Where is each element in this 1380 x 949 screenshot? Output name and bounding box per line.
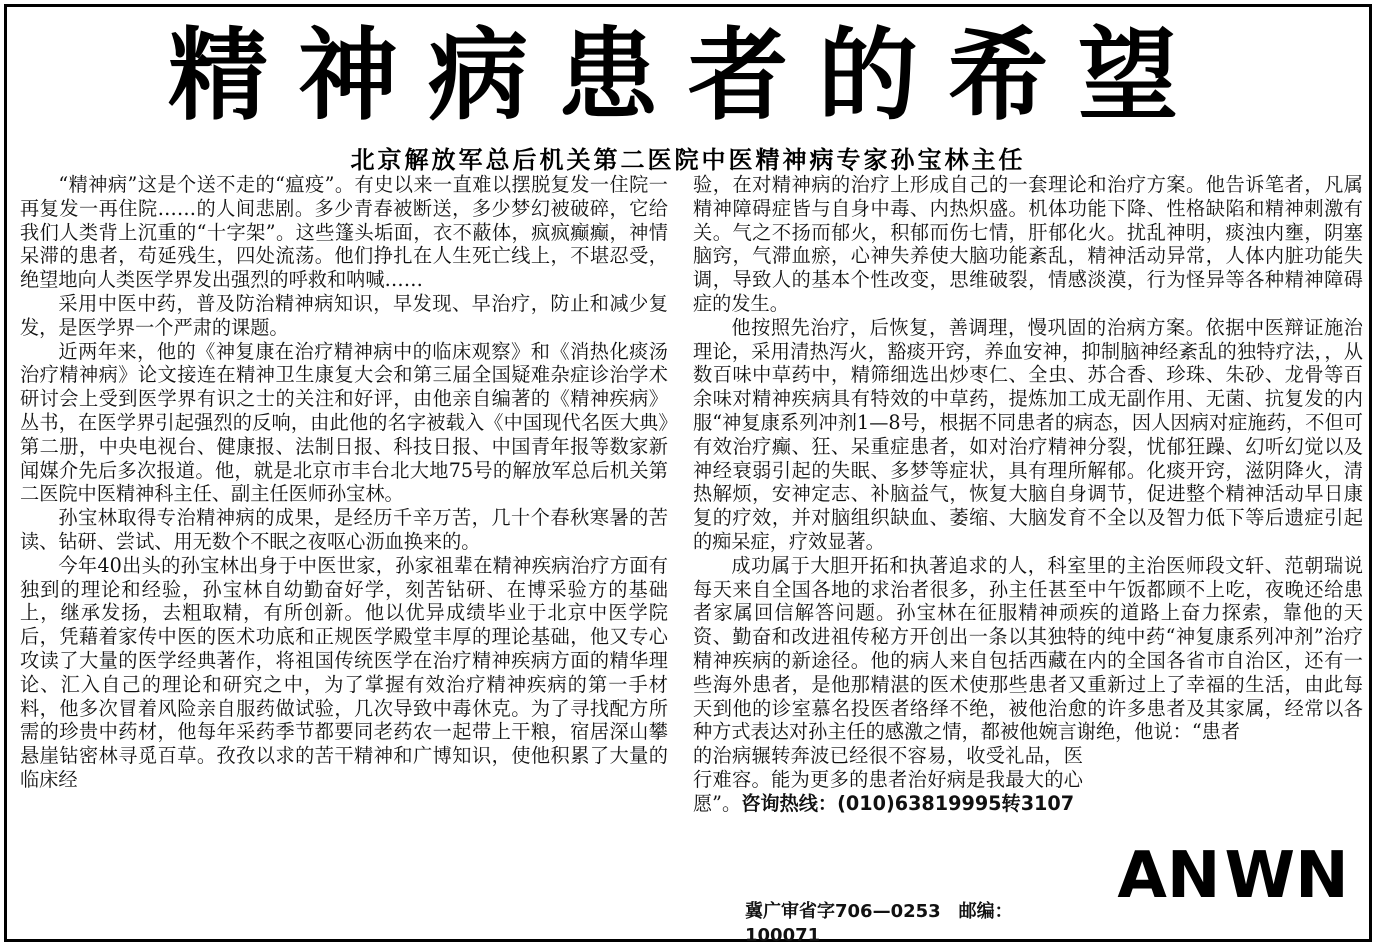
paragraph: 采用中医中药，普及防治精神病知识，早发现、早治疗，防止和减少复发，是医学界一个严肃的课题。 xyxy=(20,291,668,339)
paragraph: 孙宝林取得专治精神病的成果，是经历千辛万苦，几十个春秋寒暑的苦读、钻研、尝试、用无数个不眠之夜呕心沥血换来的。 xyxy=(20,506,668,553)
quote-end: 的治病辗转奔波已经很不容易，收受礼品，医行难容。能为更多的患者治好病是我最大的心愿”。 xyxy=(693,744,1083,815)
hotline: 咨询热线：(010)63819995转3107 xyxy=(741,791,1075,815)
paragraph: 成功属于大胆开拓和执著追求的人，科室里的主治医师段文轩、范朝瑞说每天来自全国各地的求治者很多，孙主任甚至中午饭都顾不上吃，夜晚还给患者家属回信解答问题。孙宝林在征服精神顽疾的道路上奋力探索，靠他的天资、勤奋和改进祖传秘方开创出一条以其独特的纯中药“神复康系列冲剂”治疗精神疾病的新途径。他的病人来自包括西藏在内的全国各省市自治区，还有一些海外患者，是他那精湛的医术使那些患者又重新过上了幸福的生活，由此每天到他的诊室慕名投医者络绎不绝，被他治愈的许多患者及其家属，经常以各种方式表达对孙主任的感激之情，都被他婉言谢绝，他说：“患者 xyxy=(693,553,1363,744)
left-column xyxy=(20,173,668,792)
paragraph-end xyxy=(693,744,1083,815)
paragraph: 今年40出头的孙宝林出身于中医世家，孙家祖辈在精神疾病治疗方面有独到的理论和经验，孙宝林自幼勤奋好学，刻苦钻研、在博采验方的基础上，继承发扬，去粗取精，有所创新。他以优异成绩毕业于北京中医学院后，凭藉着家传中医的医术功底和正规医学殿堂丰厚的理论基础，他又专心攻读了大量的医学经典著作，将祖国传统医学在治疗精神疾病方面的精华理论、汇入自己的理论和研究之中，为了掌握有效治疗精神疾病的第一手材料，他多次冒着风险亲自服药做试验，几次导致中毒休克。为了寻找配方所需的珍贵中药材，他每年采药季节都要同老药农一起带上干粮，宿居深山攀悬崖钻密林寻觅百草。孜孜以求的苦干精神和广博知识，使他积累了大量的临床经 xyxy=(20,553,668,791)
headline: 精神病患者的希望 xyxy=(168,17,1208,134)
paragraph: “精神病”这是个送不走的“瘟疫”。有史以来一直难以摆脱复发一住院一再复发一再住院……的人间悲剧。多少青春被断送，多少梦幻被破碎，它给我们人类背上沉重的“十字架”。这些篷头垢面，衣不蔽体，疯疯癫癫，神情呆滞的患者，苟延残生，四处流荡。他们挣扎在人生死亡线上，不堪忍受，绝望地向人类医学界发出强烈的呼救和呐喊…… xyxy=(20,173,668,292)
logo-left-text: AN xyxy=(1117,839,1221,913)
license-postcode: 冀广审省字706—0253 邮编：100071 xyxy=(745,901,1013,946)
logo-right-text: WN xyxy=(1224,839,1349,913)
paragraph: 他按照先治疗，后恢复，善调理，慢巩固的治病方案。依据中医辩证施治理论，采用清热泻火，豁痰开窍，养血安神，抑制脑神经紊乱的独特疗法，，从数百味中草药中，精筛细选出炒枣仁、全虫、苏合香、珍珠、朱砂、龙骨等百余味对精神疾病具有特效的中草药，提炼加工成无副作用、无菌、抗复发的内服“神复康系列冲剂1—8号，根据不同患者的病态，因人因病对症施药，不但可有效治疗癫、狂、呆重症患者，如对治疗精神分裂，忧郁狂躁、幻听幻觉以及神经衰弱引起的失眠、多梦等症状，具有理所解郁。化痰开窍，滋阴降火，清热解烦，安神定志、补脑益气，恢复大脑自身调节，促进整个精神活动早日康复的疗效，并对脑组织缺血、萎缩、大脑发育不全以及智力低下等后遗症引起的痴呆症，疗效显著。 xyxy=(693,315,1363,553)
paragraph: 近两年来，他的《神复康在治疗精神病中的临床观察》和《消热化痰汤治疗精神病》论文接连在精神卫生康复大会和第三届全国疑难杂症诊治学术研讨会上受到医学界有识之士的关注和好评，由他亲自编著的《精神疾病》丛书，在医学界引起强烈的反响，由此他的名字被载入《中国现代名医大典》第二册，中央电视台、健康报、法制日报、科技日报、中国青年报等数家新闻媒介先后多次报道。他，就是北京市丰台北大地75号的解放军总后机关第二医院中医精神科主任、副主任医师孙宝林。 xyxy=(20,339,668,506)
brand-logo xyxy=(1117,832,1349,920)
right-column xyxy=(693,173,1363,816)
paragraph: 验，在对精神病的治疗上形成自己的一套理论和治疗方案。他告诉笔者，凡属精神障碍症皆与自身中毒、内热炽盛。机体功能下降、性格缺陷和精神刺激有关。气之不扬而郁火，积郁而伤七情，肝郁化火。扰乱神明，痰浊内壅，阴塞脑窍，气滞血瘀，心神失养使大脑功能紊乱，精神活动异常，人体内脏功能失调，导致人的基本个性改变，思维破裂，情感淡漠，行为怪异等各种精神障碍症的发生。 xyxy=(693,173,1363,315)
byline: 北京解放军总后机关第二医院中医精神病专家孙宝林主任 xyxy=(350,146,1026,174)
